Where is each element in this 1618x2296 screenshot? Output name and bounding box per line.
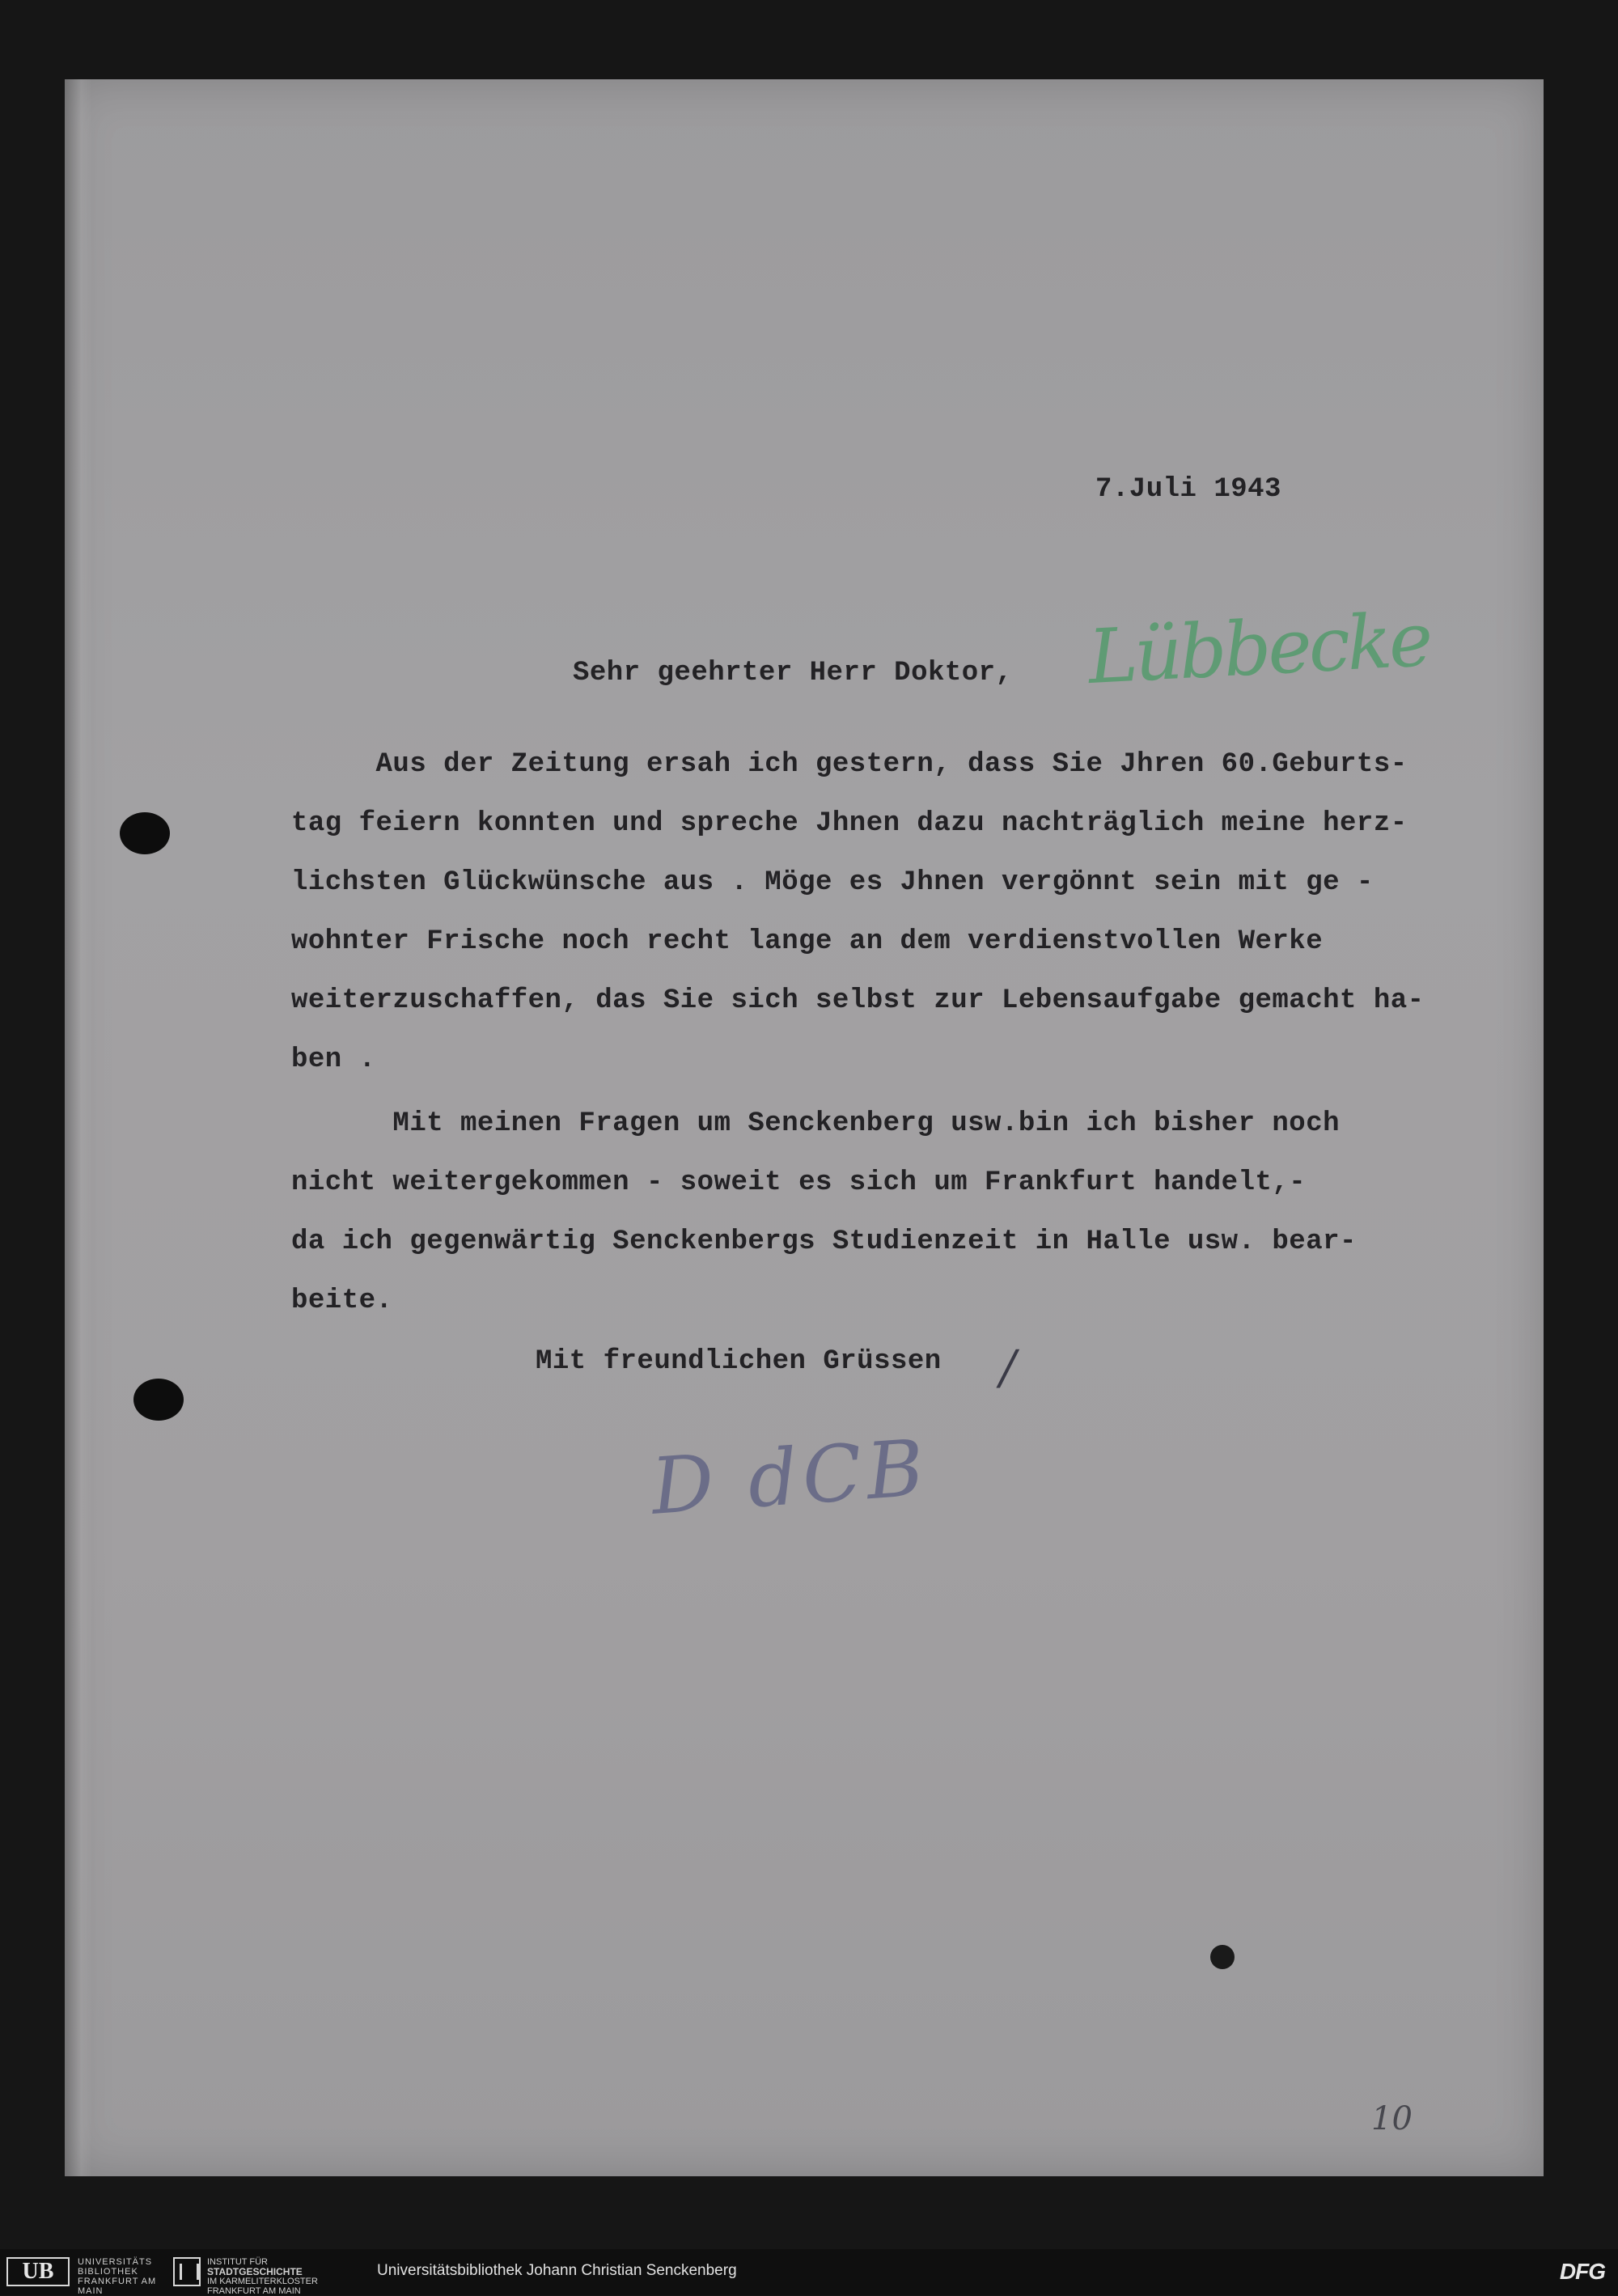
- body-line: tag feiern konnten und spreche Jhnen dazu nachträglich meine herz-: [291, 808, 1408, 839]
- body-line: ben .: [291, 1044, 376, 1075]
- body-line: wohnter Frische noch recht lange an dem verdienstvollen Werke: [291, 926, 1324, 957]
- ink-spot: [1210, 1945, 1235, 1969]
- ub-logo-text: UNIVERSITÄTS BIBLIOTHEK FRANKFURT AM MAIN: [78, 2257, 157, 2296]
- body-line: Mit meinen Fragen um Senckenberg usw.bin ich bisher noch: [291, 1108, 1341, 1139]
- letter-closing: Mit freundlichen Grüssen: [536, 1346, 942, 1377]
- letter-salutation: Sehr geehrter Herr Doktor,: [573, 658, 1013, 688]
- dfg-logo: DFG: [1559, 2259, 1605, 2284]
- handwritten-page-number: 10: [1371, 2100, 1413, 2137]
- handwritten-mark: /: [1000, 1340, 1016, 1395]
- institute-logo-icon: [173, 2257, 201, 2286]
- institute-line2: STADTGESCHICHTE: [207, 2266, 303, 2277]
- punch-hole-lower: [133, 1379, 184, 1421]
- punch-hole-upper: [120, 812, 170, 854]
- body-line: nicht weitergekommen - soweit es sich um Frankfurt handelt,-: [291, 1167, 1307, 1198]
- body-line: da ich gegenwärtig Senckenbergs Studienzeit in Halle usw. bear-: [291, 1226, 1357, 1257]
- handwritten-recipient-name: Lübbecke: [1086, 596, 1432, 701]
- body-line: weiterzuschaffen, das Sie sich selbst zur Lebensaufgabe gemacht ha-: [291, 985, 1425, 1016]
- institute-logo-text: [207, 2257, 328, 2296]
- institute-line1: INSTITUT FÜR: [207, 2257, 268, 2267]
- archive-footer: [0, 2249, 1618, 2295]
- body-line: beite.: [291, 1286, 393, 1316]
- letter-date: 7.Juli 1943: [1095, 474, 1281, 505]
- paper-fold-edge: [65, 79, 92, 2176]
- library-credit: Universitätsbibliothek Johann Christian Senckenberg: [377, 2262, 737, 2279]
- institute-line3: IM KARMELITERKLOSTER FRANKFURT AM MAIN: [207, 2277, 318, 2296]
- body-line: Aus der Zeitung ersah ich gestern, dass Sie Jhren 60.Geburts-: [291, 749, 1408, 780]
- ub-logo: UB: [6, 2257, 70, 2286]
- handwritten-initials: D dCB: [648, 1422, 932, 1532]
- body-line: lichsten Glückwünsche aus . Möge es Jhnen vergönnt sein mit ge -: [291, 867, 1374, 898]
